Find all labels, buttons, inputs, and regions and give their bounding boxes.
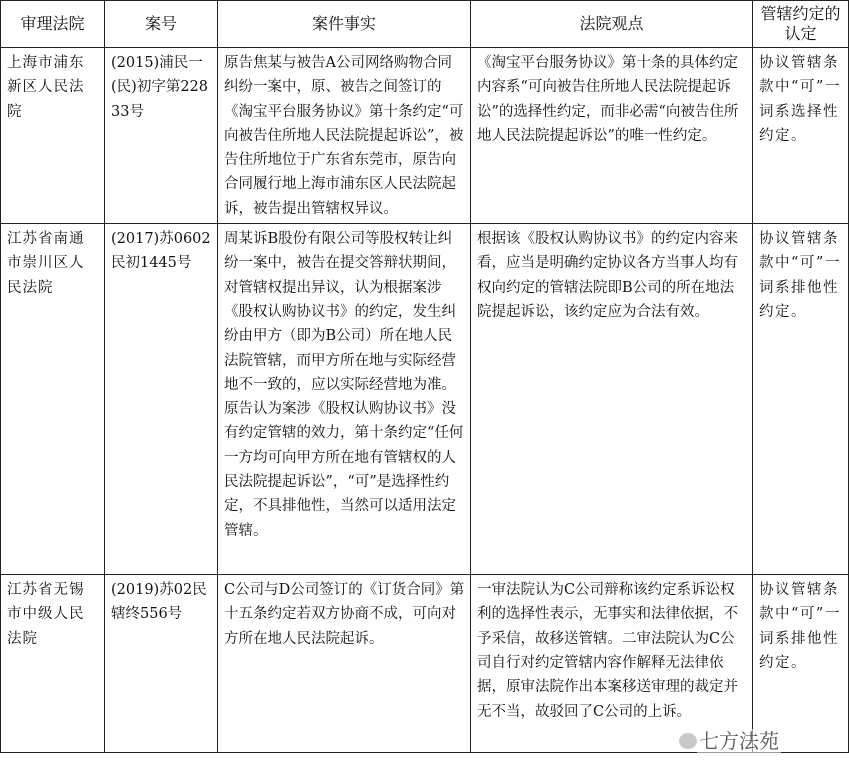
cell-conclusion: 协议管辖条款中“可”一词系排他性约定。 <box>753 575 849 753</box>
cell-case-no: (2015)浦民一(民)初字第22833号 <box>105 48 218 224</box>
cell-conclusion: 协议管辖条款中“可”一词系排他性约定。 <box>753 224 849 575</box>
cell-opinion: 根据该《股权认购协议书》的约定内容来看，应当是明确约定协议各方当事人均有权向约定的管辖法院即B公司的所在地法院提起诉讼，该约定应为合法有效。 <box>471 224 753 575</box>
cell-conclusion: 协议管辖条款中“可”一词系选择性约定。 <box>753 48 849 224</box>
wechat-logo-icon <box>679 733 697 749</box>
cell-facts: 原告焦某与被告A公司网络购物合同纠纷一案中，原、被告之间签订的《淘宝平台服务协议》第十条约定“可向被告住所地人民法院提起诉讼”，被告住所地位于广东省东莞市，原告向合同履行地上海市浦东区人民法院起诉，被告提出管辖权异议。 <box>218 48 471 224</box>
watermark: 七方法苑 <box>699 729 779 753</box>
cell-opinion: 《淘宝平台服务协议》第十条的具体约定内容系“可向被告住所地人民法院提起诉讼”的选择性约定，而非必需“向被告住所地人民法院提起诉讼”的唯一性约定。 <box>471 48 753 224</box>
header-conclusion: 管辖约定的认定 <box>753 1 849 48</box>
cell-court: 江苏省南通市崇川区人民法院 <box>1 224 105 575</box>
table-row <box>1 575 849 753</box>
table-row <box>1 48 849 224</box>
cell-case-no: (2019)苏02民辖终556号 <box>105 575 218 753</box>
header-case-no: 案号 <box>105 1 218 48</box>
cell-court: 江苏省无锡市中级人民法院 <box>1 575 105 753</box>
header-opinion: 法院观点 <box>471 1 753 48</box>
header-court: 审理法院 <box>1 1 105 48</box>
cell-facts: 周某诉B股份有限公司等股权转让纠纷一案中，被告在提交答辩状期间，对管辖权提出异议，认为根据案涉《股权认购协议书》的约定，发生纠纷由甲方（即为B公司）所在地人民法院管辖，而甲方所在地与实际经营地不一致的，应以实际经营地为准。原告认为案涉《股权认购协议书》没有约定管辖的效力，第十条约定“任何一方均可向甲方所在地有管辖权的人民法院提起诉讼”，“可”是选择性约定，不具排他性，当然可以适用法定管辖。 <box>218 224 471 575</box>
cell-case-no: (2017)苏0602民初1445号 <box>105 224 218 575</box>
table-row <box>1 224 849 575</box>
cell-court: 上海市浦东新区人民法院 <box>1 48 105 224</box>
cell-opinion: 一审法院认为C公司辩称该约定系诉讼权利的选择性表示，无事实和法律依据，不予采信，故移送管辖。二审法院认为C公司自行对约定管辖内容作解释无法律依据，原审法院作出本案移送审理的裁定并无不当，故驳回了C公司的上诉。 <box>471 575 753 753</box>
cell-facts: C公司与D公司签订的《订货合同》第十五条约定若双方协商不成，可向对方所在地人民法院起诉。 <box>218 575 471 753</box>
header-facts: 案件事实 <box>218 1 471 48</box>
table-header-row <box>1 1 849 48</box>
